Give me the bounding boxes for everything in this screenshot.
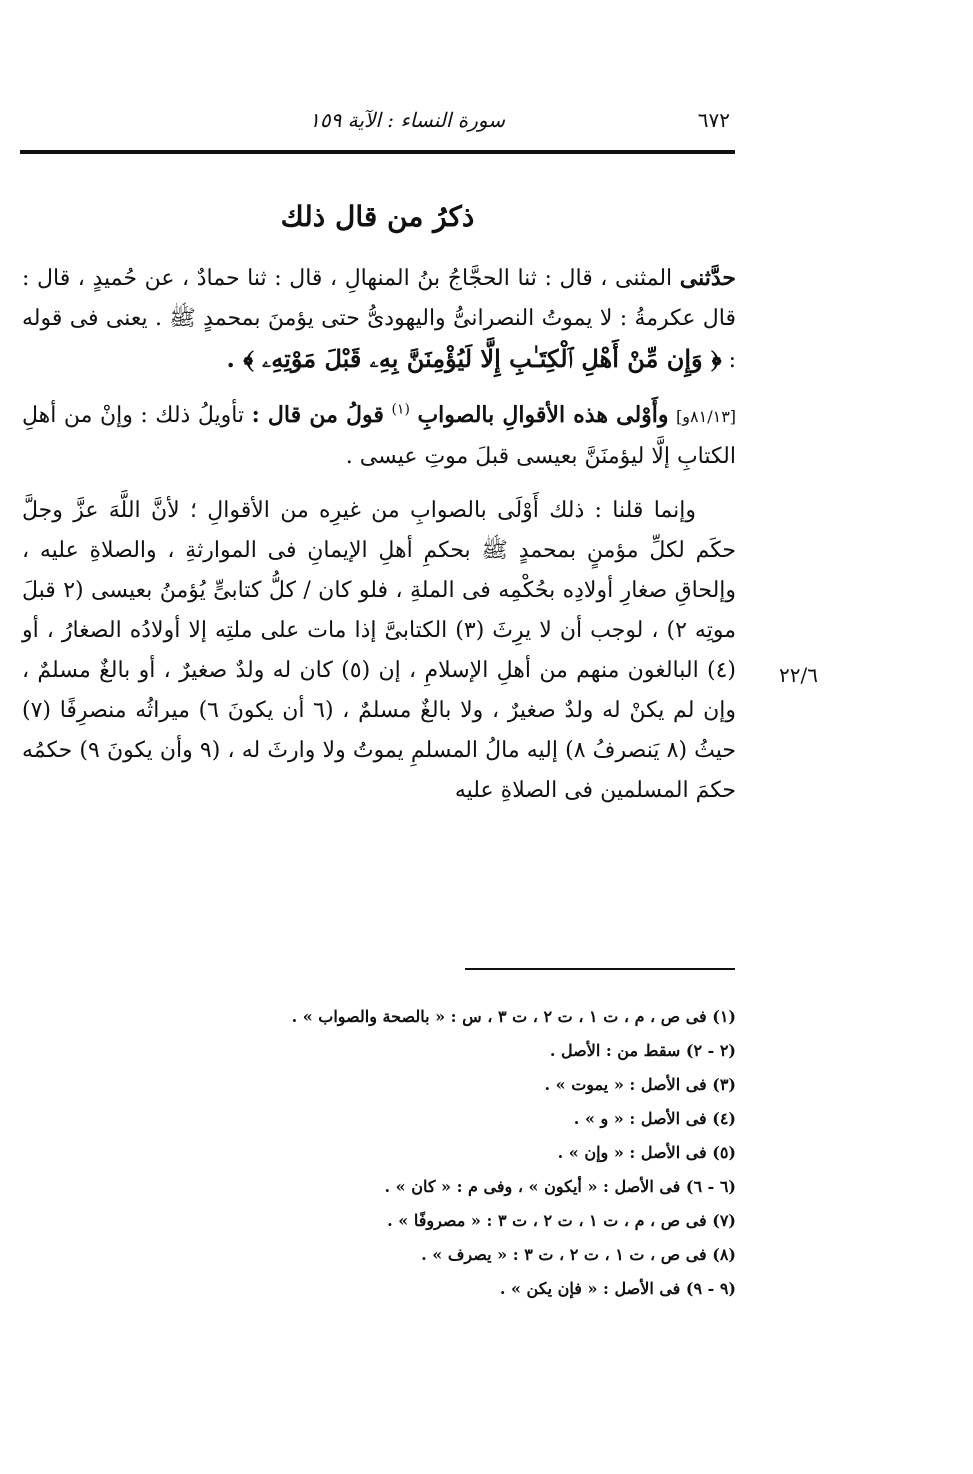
paragraph-text: المثنى ، قال : ثنا الحجَّاجُ بنُ المنهالِ ، قال : ثنا حمادٌ ، عن حُميدٍ ، قال : قال عكرمةُ : لا يموتُ النصرانىُّ واليهودىُّ حتى يؤمنَ بمحمدٍ ﷺ . يعنى فى قوله : [22, 266, 736, 373]
footnote: (٥) فى الأصل : « وإن » . [557, 1143, 736, 1162]
footnote: (٢ - ٢) سقط من : الأصل . [549, 1041, 736, 1060]
paragraph-preferred-opinion [22, 395, 736, 477]
footnote: (٣) فى الأصل : « يموت » . [544, 1075, 736, 1094]
margin-reference: ٢٢/٦ [779, 663, 818, 687]
surah-reference: سورة النساء : الآية ١٥٩ [309, 108, 505, 132]
page-number: ٦٧٢ [697, 108, 730, 132]
footnote: (٦ - ٦) فى الأصل : « أيكون » ، وفى م : « كان » . [384, 1177, 736, 1196]
footnote: (١) فى ص ، م ، ت ١ ، ت ٢ ، ت ٣ ، س : « بالصحة والصواب » . [291, 1007, 736, 1026]
footnote: (٨) فى ص ، ت ١ ، ت ٢ ، ت ٣ : « يصرف » . [421, 1245, 736, 1264]
quran-verse: ﴿ وَإِن مِّنْ أَهْلِ ٱلْكِتَـٰبِ إِلَّا لَيُؤْمِنَنَّ بِهِۦ قَبْلَ مَوْتِهِۦ ﴾ . [226, 344, 722, 373]
footnote: (٩ - ٩) فى الأصل : « فإن يكن » . [499, 1279, 736, 1298]
manuscript-reference: [٨١/١٣و] [676, 407, 737, 426]
header-rule [20, 150, 735, 154]
footnote: (٤) فى الأصل : « و » . [573, 1109, 736, 1128]
bold-phrase: قولُ من قال : [251, 402, 384, 428]
footnote-rule [465, 968, 735, 970]
main-text [22, 258, 736, 825]
footnotes [20, 1000, 736, 1306]
running-header [20, 100, 735, 140]
footnote: (٧) فى ص ، م ، ت ١ ، ت ٢ ، ت ٣ : « مصروفًا » . [387, 1211, 736, 1230]
paragraph-text: وإنما قلنا : ذلك أَوْلَى بالصوابِ من غيرِه من الأقوالِ ؛ لأنَّ اللَّهَ عزَّ وجلَّ حكَم لكلِّ مؤمنٍ بمحمدٍ ﷺ بحكمِ أهلِ الإيمانِ فى الموارثةِ ، والصلاةِ عليه ، وإلحاقِ صغارِ أولادِه بحُكْمِه فى الملةِ ، فلو كان / كلُّ كتابىٍّ يُؤمنُ بعيسى (٢ قبلَ موتِه ٢) ، لوجب أن لا يرِثَ (٣) الكتابىَّ إذا مات على ملتِه إلا أولادُه الصغارُ ، أو (٤) البالغون منهم من أهلِ الإسلامِ ، إن (٥) كان له ولدٌ صغيرٌ ، أو بالغٌ مسلمٌ ، وإن لم يكنْ له ولدٌ صغيرٌ ، ولا بالغٌ مسلمٌ ، (٦ أن يكونَ ٦) ميراثُه منصرِفًا (٧) حيثُ (٨ يَنصرفُ ٨) إليه مالُ المسلمِ يموتُ ولا وارثَ له ، (٩ وأن يكونَ ٩) حكمُه حكمَ المسلمين فى الصلاةِ عليه [22, 498, 737, 803]
paragraph-hadith [22, 258, 736, 381]
bold-phrase: وأَوْلى هذه الأقوالِ بالصوابِ [417, 402, 669, 428]
paragraph-text: تأويلُ ذلك : وإنْ من أهلِ الكتابِ إلَّا ليؤمنَنَّ بعيسى قبلَ موتِ عيسى . [22, 403, 736, 469]
footnote-marker: (١) [391, 401, 410, 418]
paragraph-reasoning [22, 491, 736, 811]
paragraph-lead: حدَّثنى [679, 265, 736, 291]
section-title: ذكرُ من قال ذلك [280, 200, 475, 233]
